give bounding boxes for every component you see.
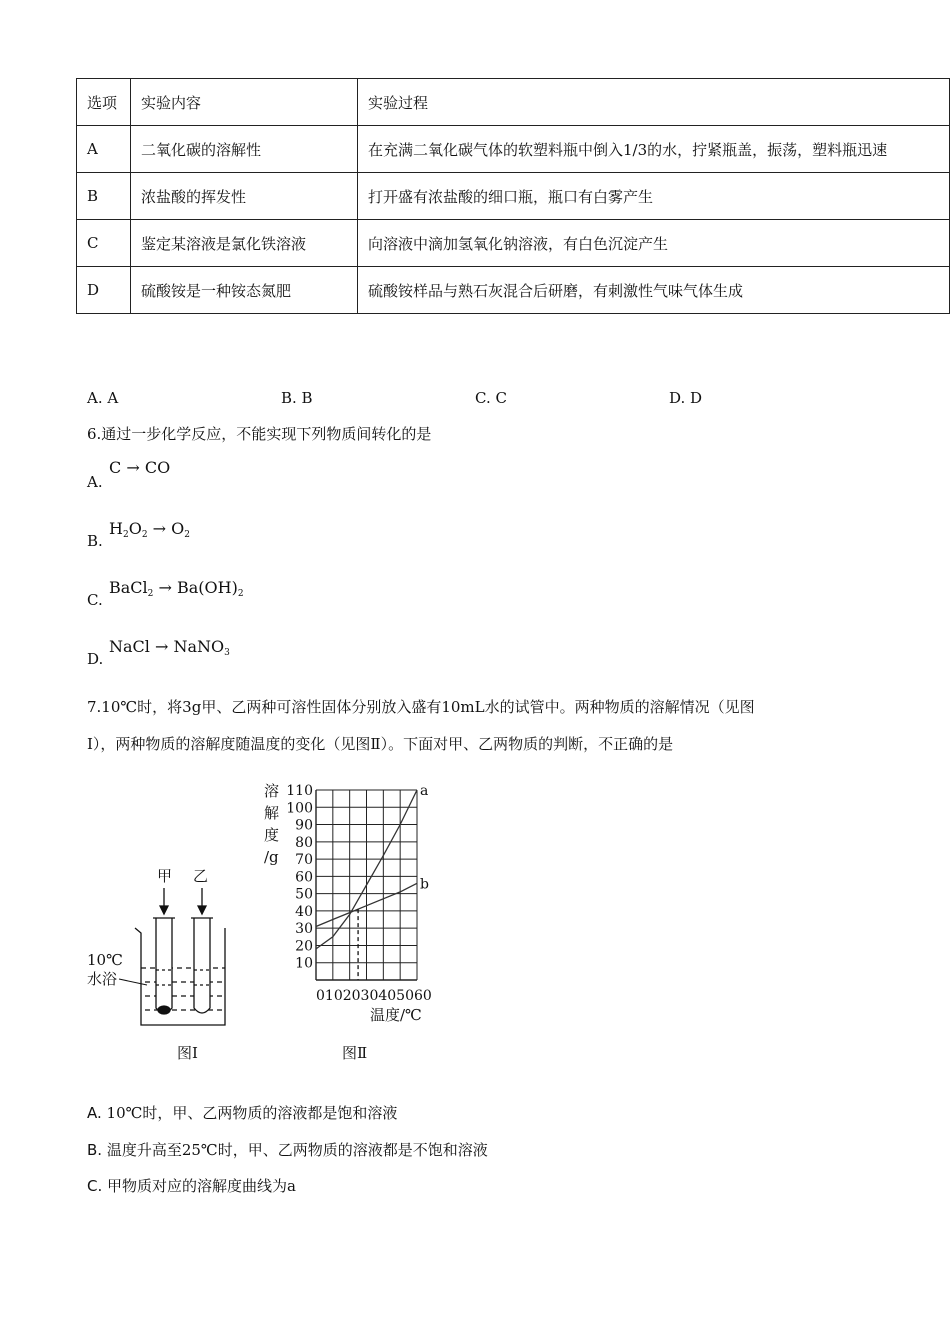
q5-choice-c[interactable]: C. C — [475, 389, 507, 407]
tube-label-yi: 乙 — [193, 867, 209, 885]
row-option: B — [77, 173, 131, 220]
row-content: 二氧化碳的溶解性 — [131, 126, 358, 173]
row-option: D — [77, 267, 131, 314]
x-tick-labels: 0102030405060 — [316, 988, 432, 1004]
q6-option-a-formula: C → CO — [109, 458, 171, 477]
y-tick-label: 10 — [295, 955, 313, 972]
y-tick-label: 100 — [286, 800, 313, 817]
y-tick-label: 90 — [295, 817, 313, 834]
q6-option-c-label[interactable]: C. — [87, 591, 103, 609]
header-process: 实验过程 — [358, 79, 950, 126]
ylabel-char: 解 — [264, 804, 280, 822]
y-tick-labels — [286, 783, 313, 972]
header-option: 选项 — [77, 79, 131, 126]
row-process: 硫酸铵样品与熟石灰混合后研磨，有刺激性气味气体生成 — [358, 267, 950, 314]
row-option: C — [77, 220, 131, 267]
bath-pointer-line — [119, 979, 147, 985]
bath-label-temp: 10℃ — [87, 951, 123, 969]
bath-label-water: 水浴 — [87, 970, 118, 988]
y-tick-label: 50 — [295, 886, 313, 903]
row-option: A — [77, 126, 131, 173]
q6-option-b-label[interactable]: B. — [87, 532, 103, 550]
figure-1-caption: 图Ⅰ — [177, 1044, 198, 1062]
q7-stem-line2: I），两种物质的溶解度随温度的变化（见图Ⅱ）。下面对甲、乙两物质的判断，不正确的是 — [87, 735, 674, 753]
arrow-yi-icon — [198, 888, 206, 914]
row-process: 打开盛有浓盐酸的细口瓶，瓶口有白雾产生 — [358, 173, 950, 220]
ylabel-char: /g — [264, 848, 279, 866]
tube-label-jia: 甲 — [157, 867, 173, 885]
ylabel-char: 溶 — [264, 782, 280, 800]
row-process: 在充满二氧化碳气体的软塑料瓶中倒入1/3的水，拧紧瓶盖，振荡，塑料瓶迅速 — [358, 126, 950, 173]
experiment-table — [76, 78, 950, 314]
header-content: 实验内容 — [131, 79, 358, 126]
x-axis-label: 温度/℃ — [370, 1006, 422, 1024]
q6-option-a-label[interactable]: A. — [87, 473, 103, 491]
y-tick-label: 30 — [295, 921, 313, 938]
series-label-a: a — [420, 783, 429, 799]
y-tick-label: 20 — [295, 938, 313, 955]
row-content: 鉴定某溶液是氯化铁溶液 — [131, 220, 358, 267]
y-tick-label: 70 — [295, 852, 313, 869]
row-process: 向溶液中滴加氢氧化钠溶液，有白色沉淀产生 — [358, 220, 950, 267]
table-row — [77, 173, 950, 220]
q5-choice-d[interactable]: D. D — [669, 389, 703, 407]
q7-answer-a[interactable]: A. 10℃时，甲、乙两物质的溶液都是饱和溶液 — [87, 1104, 398, 1122]
q7-stem-line1: 7.10℃时，将3g甲、乙两种可溶性固体分别放入盛有10mL水的试管中。两种物质的溶解情况（见图 — [87, 698, 755, 716]
table-header-row — [77, 79, 950, 126]
q5-choice-b[interactable]: B. B — [281, 389, 313, 407]
row-content: 硫酸铵是一种铵态氮肥 — [131, 267, 358, 314]
beaker-icon — [135, 928, 225, 1025]
y-tick-label: 110 — [286, 783, 313, 799]
figure-2-caption: 图Ⅱ — [342, 1044, 368, 1062]
q6-stem: 6.通过一步化学反应，不能实现下列物质间转化的是 — [87, 425, 432, 443]
figure-1-beaker — [85, 860, 245, 1065]
arrow-jia-icon — [160, 888, 168, 914]
table-row — [77, 220, 950, 267]
q6-option-b-formula: $H_2O_2 \to O_2$ — [109, 519, 190, 540]
y-tick-label: 60 — [295, 869, 313, 886]
y-tick-label: 80 — [295, 834, 313, 851]
q5-choice-a[interactable]: A. A — [87, 389, 119, 407]
y-tick-label: 40 — [295, 903, 313, 920]
row-content: 浓盐酸的挥发性 — [131, 173, 358, 220]
q7-answer-c[interactable]: C. 甲物质对应的溶解度曲线为a — [87, 1177, 296, 1195]
q6-option-d-label[interactable]: D. — [87, 650, 104, 668]
q6-option-d-formula: NaCl → NaNO$_3$ — [109, 637, 230, 658]
series-label-b: b — [420, 876, 429, 893]
test-tube-jia-icon — [153, 918, 175, 1014]
figure-2-solubility-chart — [262, 775, 442, 1065]
table-row — [77, 126, 950, 173]
q7-answer-b[interactable]: B. 温度升高至25℃时，甲、乙两物质的溶液都是不饱和溶液 — [87, 1141, 488, 1159]
ylabel-char: 度 — [264, 826, 280, 844]
table-row — [77, 267, 950, 314]
test-tube-yi-icon — [191, 918, 213, 1013]
q6-option-c-formula: BaCl$_2$ → $Ba(OH)_2$ — [109, 578, 244, 599]
